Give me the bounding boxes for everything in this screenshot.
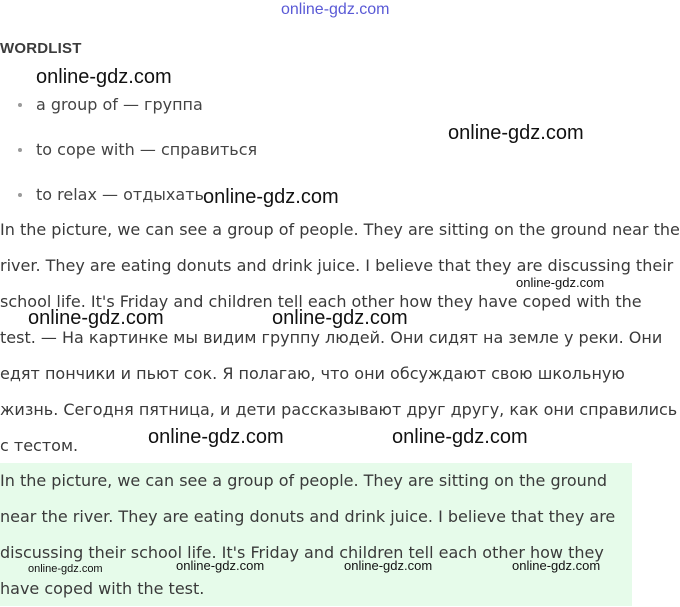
watermark: online-gdz.com — [448, 122, 584, 144]
watermark: online-gdz.com — [512, 558, 601, 573]
watermark: online-gdz.com — [148, 426, 284, 448]
description-paragraph: In the picture, we can see a group of people. They are sitting on the ground near the river. They are eating donuts and drink juice. I believe that they are discussing their school life. It's Friday and children tell each other how they have coped with the test. — На картинке мы видим группу людей. Они сидят на земле у реки. Они едят пончики и пьют сок. Я полагаю, что они обсуждают свою школьную жизнь. Сегодня пятница, и дети рассказывают друг другу, как они справились с тестом. — [0, 220, 680, 455]
watermark: online-gdz.com — [203, 186, 339, 208]
bullet-icon — [18, 103, 22, 107]
watermark: online-gdz.com — [392, 426, 528, 448]
watermark: online-gdz.com — [272, 307, 408, 329]
watermark-top: online-gdz.com — [281, 1, 390, 18]
watermark: online-gdz.com — [28, 307, 164, 329]
watermark: online-gdz.com — [176, 558, 265, 573]
wordlist-item — [0, 137, 257, 182]
wordlist-title: WORDLIST — [0, 40, 82, 57]
wordlist-item — [0, 92, 257, 137]
bullet-icon — [18, 148, 22, 152]
wordlist-item-text: a group of — группа — [36, 95, 203, 114]
bullet-icon — [18, 193, 22, 197]
wordlist-item-text: to cope with — справиться — [36, 140, 258, 159]
answer-paragraph: In the picture, we can see a group of people. They are sitting on the ground near the river. They are eating donuts and drink juice. I believe that they are discussing their school life. It's Friday and children tell each other how they have coped with the test. — [0, 471, 616, 598]
watermark: online-gdz.com — [344, 558, 433, 573]
watermark: online-gdz.com — [516, 275, 605, 290]
watermark: online-gdz.com — [36, 66, 172, 88]
wordlist-item-text: to relax — отдыхать — [36, 185, 204, 204]
watermark: online-gdz.com — [28, 563, 103, 575]
